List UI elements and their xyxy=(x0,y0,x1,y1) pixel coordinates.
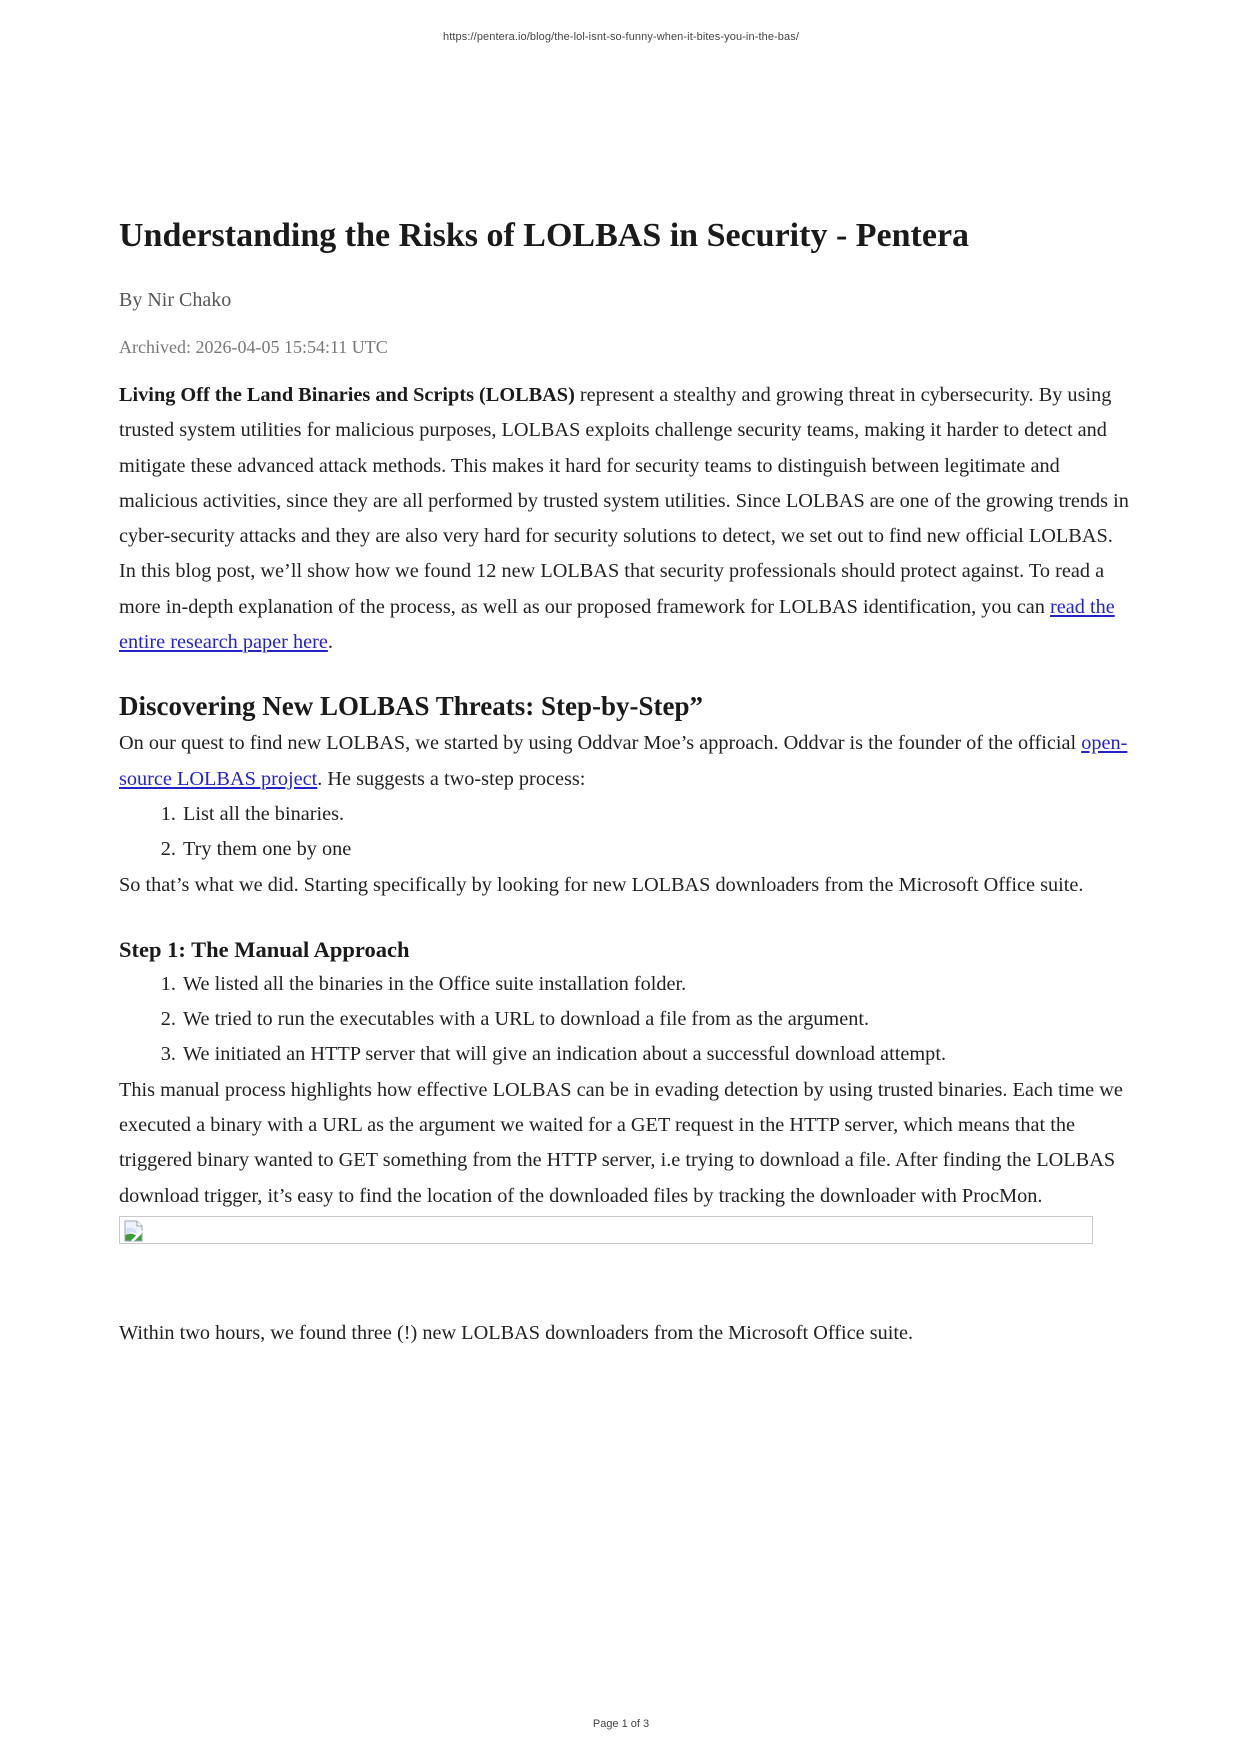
lolbas-project-link[interactable]: open-source LOLBAS project xyxy=(119,732,1128,790)
approach-paragraph xyxy=(119,726,1129,797)
intro-text: represent a stealthy and growing threat in cybersecurity. By using trusted system utilities for malicious purposes, LOLBAS exploits challenge security teams, making it harder to detect and mitigate these advanced attack methods. This makes it hard for security teams to distinguish between legitimate and malicious activities, since they are all performed by trusted system utilities. Since LOLBAS are one of the growing trends in cyber-security attacks and they are also very hard for security solutions to detect, we set out to find new official LOLBAS. In this blog post, we’ll show how we found 12 new LOLBAS that security professionals should protect against. To read a more in-depth explanation of the process, as well as our proposed framework for LOLBAS identification, you can xyxy=(119,384,1129,618)
two-step-process-list xyxy=(119,797,1129,868)
page-number-footer: Page 1 of 3 xyxy=(592,1718,650,1730)
subsection-heading-step-1: Step 1: The Manual Approach xyxy=(119,936,410,962)
image-spacer xyxy=(119,1244,1129,1316)
page-title: Understanding the Risks of LOLBAS in Security - Pentera xyxy=(119,217,970,254)
archived-timestamp: Archived: 2026-04-05 15:54:11 UTC xyxy=(119,337,388,357)
intro-period: . xyxy=(327,631,333,654)
list-item: 2. We tried to run the executables with a URL to download a file from as the argument. xyxy=(181,1002,1129,1037)
research-paper-link[interactable]: read the entire research paper here xyxy=(119,595,1115,654)
list-item: 3. We initiated an HTTP server that will give an indication about a successful download attempt. xyxy=(181,1037,1129,1072)
list-item: 1. We listed all the binaries in the Office suite installation folder. xyxy=(181,967,1129,1002)
page-url-header: https://pentera.io/blog/the-lol-isnt-so-funny-when-it-bites-you-in-the-bas/ xyxy=(443,31,799,43)
author-byline: By Nir Chako xyxy=(119,289,232,311)
intro-paragraph xyxy=(119,378,1129,660)
approach-text-end: . He suggests a two-step process: xyxy=(317,767,586,790)
explanation-paragraph: This manual process highlights how effective LOLBAS can be in evading detection by using trusted binaries. Each time we executed a binary with a URL as the argument we waited for a GET request in the HTTP server, which means that the triggered binary wanted to GET something from the HTTP server, i.e trying to download a file. After finding the LOLBAS download trigger, it’s easy to find the location of the downloaded files by tracking the downloader with ProcMon. xyxy=(119,1078,1123,1207)
broken-image-icon xyxy=(123,1220,145,1242)
broken-image-placeholder xyxy=(119,1216,1093,1244)
article xyxy=(119,212,1129,1351)
intro-bold-lead: Living Off the Land Binaries and Scripts (LOLBAS) xyxy=(119,384,575,406)
manual-approach-list xyxy=(119,967,1129,1073)
section-heading-discovering: Discovering New LOLBAS Threats: Step-by-Step” xyxy=(119,691,704,722)
list-item: 1. List all the binaries. xyxy=(181,797,1129,832)
followup-paragraph: So that’s what we did. Starting specifically by looking for new LOLBAS downloaders from the Microsoft Office suite. xyxy=(119,873,1084,896)
list-item: 2. Try them one by one xyxy=(181,832,1129,867)
result-paragraph: Within two hours, we found three (!) new LOLBAS downloaders from the Microsoft Office suite. xyxy=(119,1321,914,1344)
approach-text: On our quest to find new LOLBAS, we started by using Oddvar Moe’s approach. Oddvar is the founder of the official xyxy=(119,732,1082,755)
